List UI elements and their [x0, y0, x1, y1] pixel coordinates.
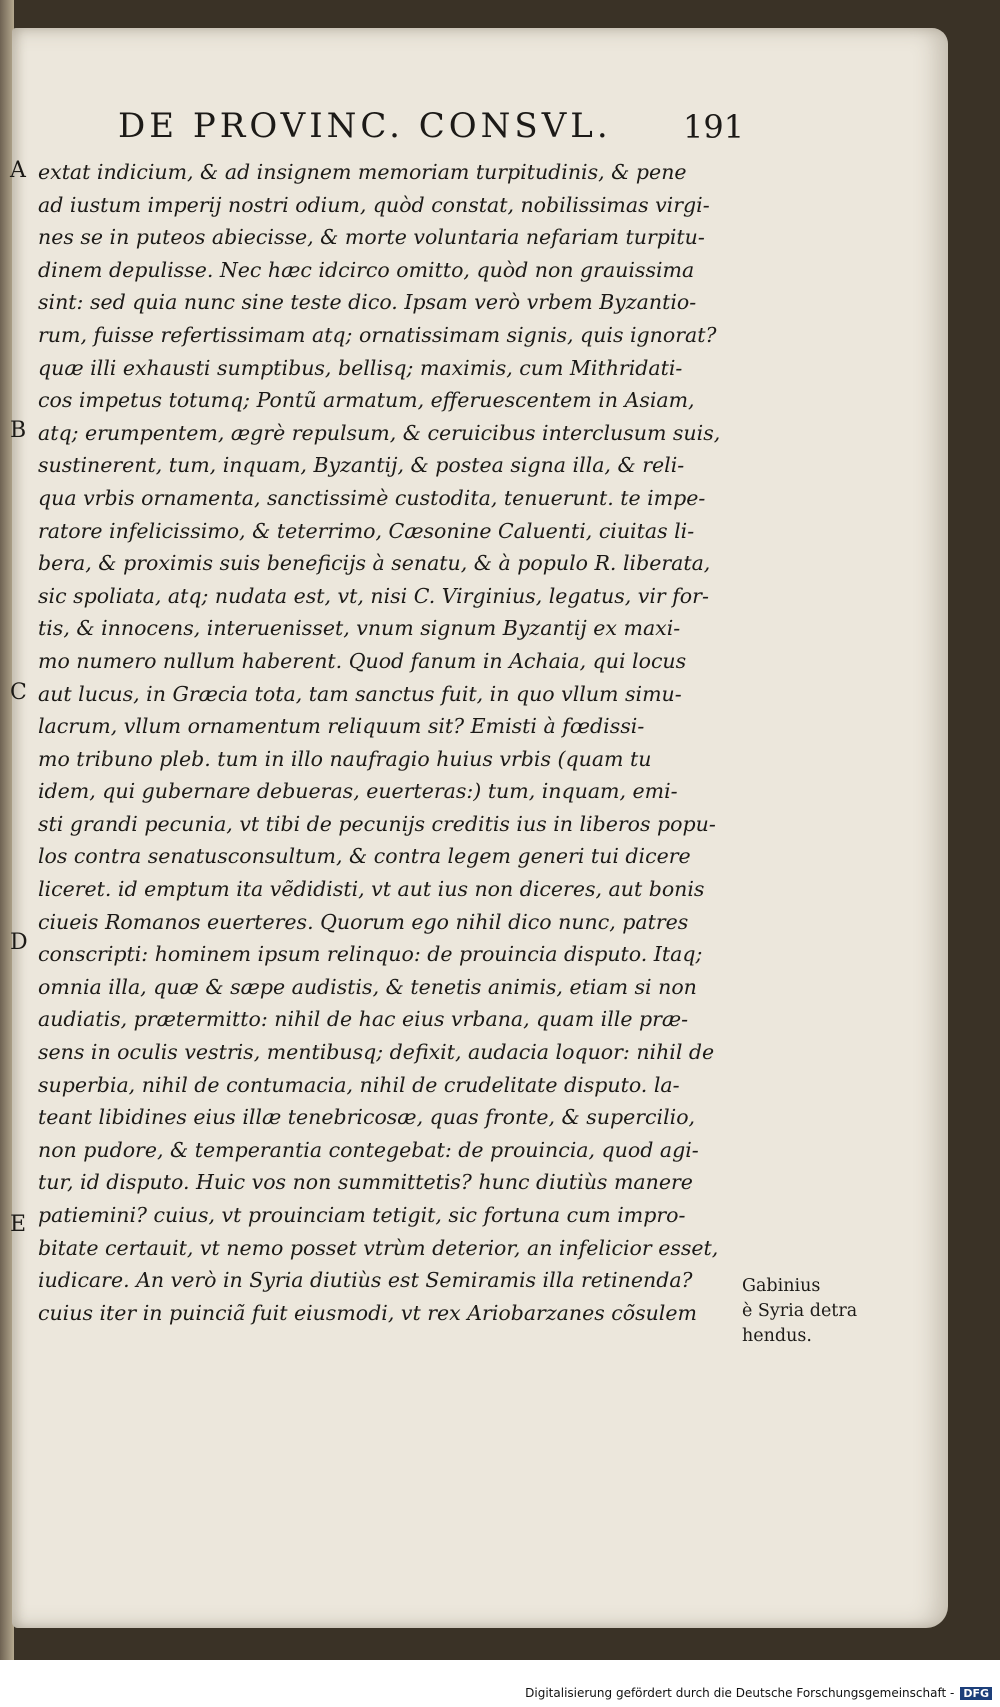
text-line: ratore infelicissimo, & teterrimo, Cæsonine Caluenti, ciuitas li- [38, 518, 695, 543]
text-line: qua vrbis ornamenta, sanctissimè custodita, tenuerunt. te impe- [38, 485, 706, 510]
marginal-note-line: è Syria detra [742, 1301, 858, 1321]
margin-letter-e: E [10, 1212, 27, 1237]
text-line: iudicare. An verò in Syria diutiùs est Semiramis illa retinenda? [38, 1268, 693, 1293]
text-line: los contra senatusconsultum, & contra legem generi tui dicere [38, 844, 691, 869]
text-line: teant libidines eius illæ tenebricosæ, quas fronte, & supercilio, [38, 1105, 696, 1130]
text-line: idem, qui gubernare debueras, euerteras:) tum, inquam, emi- [38, 779, 678, 804]
margin-letter-d: D [10, 930, 28, 955]
footer [0, 1686, 1000, 1700]
text-line: bitate certauit, vt nemo posset vtrùm deterior, an infelicior esset, [38, 1235, 719, 1260]
text-line: mo numero nullum haberent. Quod fanum in Achaia, qui locus [38, 648, 687, 673]
text-line: ad iustum imperij nostri odium, quòd constat, nobilissimas virgi- [38, 192, 710, 217]
text-line: sti grandi pecunia, vt tibi de pecunijs creditis ius in liberos popu- [38, 811, 716, 836]
text-line: sint: sed quia nunc sine teste dico. Ipsam verò vrbem Byzantio- [38, 290, 697, 315]
text-line: conscripti: hominem ipsum relinquo: de prouincia disputo. Itaq; [38, 942, 703, 967]
text-line: mo tribuno pleb. tum in illo naufragio huius vrbis (quam tu [38, 746, 652, 771]
text-line: aut lucus, in Græcia tota, tam sanctus fuit, in quo vllum simu- [38, 681, 682, 706]
text-line: bera, & proximis suis beneficijs à senatu, & à populo R. liberata, [38, 551, 711, 576]
body-text [38, 156, 738, 1329]
text-line: atq; erumpentem, ægrè repulsum, & ceruicibus interclusum suis, [38, 420, 721, 445]
text-line: patiemini? cuius, vt prouinciam tetigit, sic fortuna cum impro- [38, 1203, 686, 1227]
text-line: tur, id disputo. Huic vos non summittetis? hunc diutiùs manere [38, 1170, 693, 1195]
text-line: ciueis Romanos euerteres. Quorum ego nihil dico nunc, patres [38, 909, 689, 934]
page-number: 191 [683, 108, 745, 146]
margin-letter-b: B [10, 418, 27, 443]
text-line: sustinerent, tum, inquam, Byzantij, & postea signa illa, & reli- [38, 453, 685, 478]
text-line: dinem depulisse. Nec hæc idcirco omitto, quòd non grauissima [38, 257, 695, 282]
text-line: superbia, nihil de contumacia, nihil de crudelitate disputo. la- [38, 1072, 680, 1097]
text-line: sic spoliata, atq; nudata est, vt, nisi C. Virginius, legatus, vir for- [38, 583, 709, 608]
text-line: omnia illa, quæ & sæpe audistis, & tenetis animis, etiam si non [38, 974, 697, 999]
running-header: DE PROVINC. CONSVL. [118, 106, 612, 146]
margin-letter-a: A [10, 158, 26, 183]
text-line: audiatis, prætermitto: nihil de hac eius vrbana, quam ille præ- [38, 1007, 689, 1032]
text-line: nes se in puteos abiecisse, & morte voluntaria nefariam turpitu- [38, 225, 705, 250]
text-line: non pudore, & temperantia contegebat: de prouincia, quod agi- [38, 1137, 699, 1162]
dfg-logo: DFG [960, 1687, 992, 1700]
text-line: rum, fuisse refertissimam atq; ornatissimam signis, quis ignorat? [38, 322, 717, 347]
text-line: extat indicium, & ad insignem memoriam turpitudinis, & pene [38, 160, 687, 184]
margin-letter-c: C [10, 680, 27, 705]
text-line: quæ illi exhausti sumptibus, bellisq; maximis, cum Mithridati- [38, 355, 683, 380]
text-line: lacrum, vllum ornamentum reliquum sit? Emisti à fœdissi- [38, 714, 645, 739]
marginal-note-line: Gabinius [742, 1276, 821, 1296]
footer-credit: Digitalisierung gefördert durch die Deutsche Forschungsgemeinschaft - [525, 1686, 955, 1700]
text-line: sens in oculis vestris, mentibusq; defixit, audacia loquor: nihil de [38, 1040, 715, 1065]
text-line: tis, & innocens, interuenisset, vnum signum Byzantij ex maxi- [38, 616, 681, 641]
text-line: cuius iter in puinciã fuit eiusmodi, vt rex Ariobarzanes cõsulem [38, 1300, 697, 1325]
text-line: liceret. id emptum ita vẽdidisti, vt aut ius non diceres, aut bonis [38, 877, 705, 902]
marginal-note [742, 1274, 860, 1349]
text-line: cos impetus totumq; Pontũ armatum, efferuescentem in Asiam, [38, 388, 695, 413]
marginal-note-line: hendus. [742, 1326, 812, 1346]
